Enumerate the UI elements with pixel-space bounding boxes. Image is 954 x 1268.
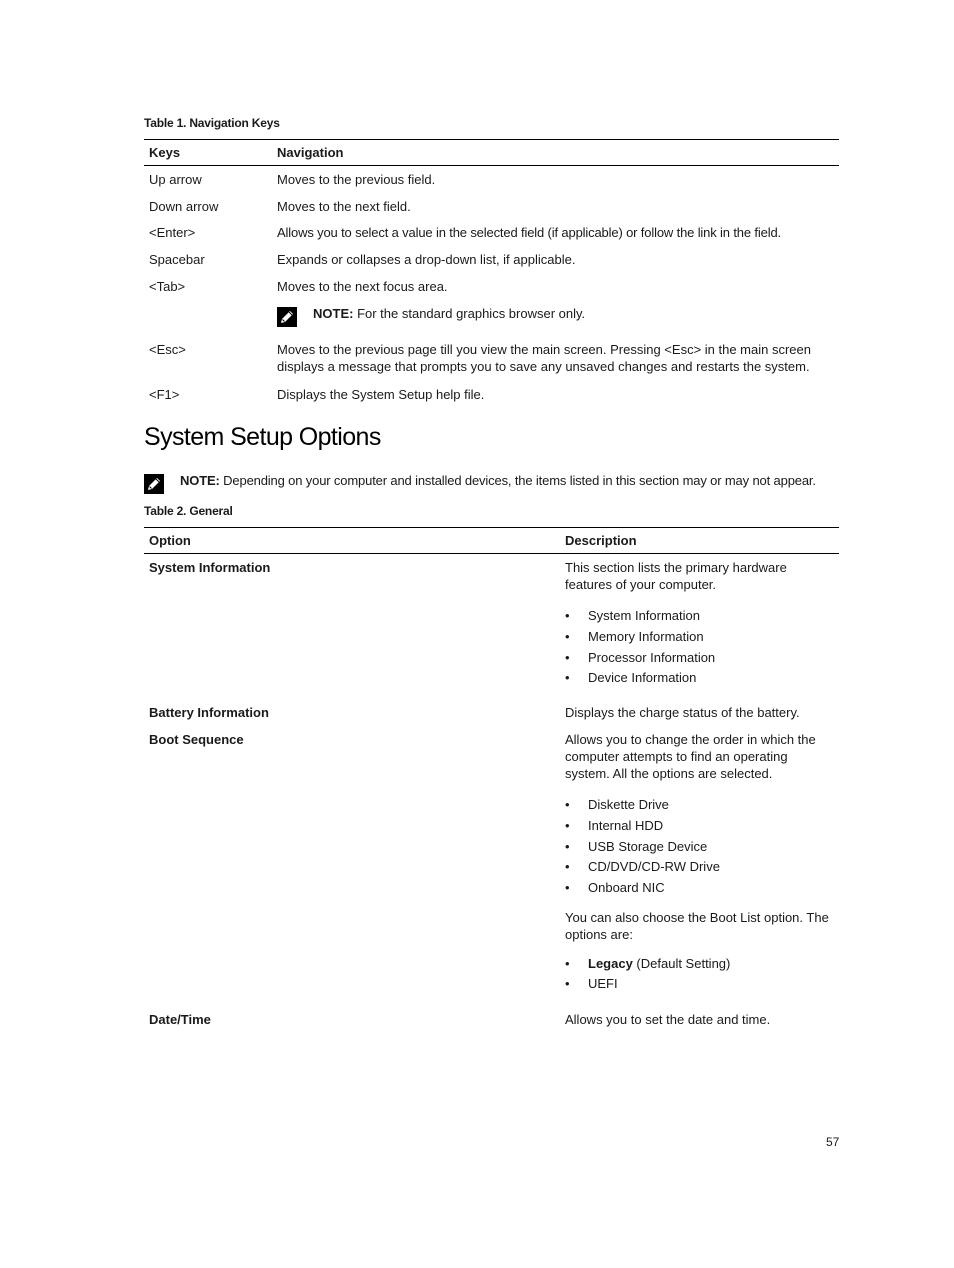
boot-option-legacy-note: (Default Setting)	[632, 956, 731, 971]
boot-option-uefi: UEFI	[588, 976, 618, 991]
option-system-information: System Information	[149, 560, 271, 575]
table1-key-cell: Down arrow	[149, 199, 219, 214]
table1-header-navigation: Navigation	[277, 145, 344, 160]
table2-header-option: Option	[149, 533, 191, 548]
table1-nav-cell: Moves to the next field.	[277, 199, 411, 214]
list-item: • System Information	[565, 607, 835, 628]
table1-nav-cell: Moves to the next focus area.	[277, 279, 448, 294]
list-item: • Diskette Drive	[565, 796, 835, 817]
table1-nav-cell: Expands or collapses a drop-down list, if applicable.	[277, 252, 576, 267]
option-boot-sequence: Boot Sequence	[149, 732, 244, 747]
table1-caption: Table 1. Navigation Keys	[144, 116, 280, 130]
boot-list-options	[565, 955, 835, 996]
tab-note-text	[313, 305, 585, 322]
list-item: • Internal HDD	[565, 817, 835, 838]
list-item: • Memory Information	[565, 628, 835, 649]
list-item: • Device Information	[565, 669, 835, 690]
table2-caption: Table 2. General	[144, 504, 233, 518]
boot-device-list	[565, 796, 835, 900]
table1-nav-cell: Allows you to select a value in the selected field (if applicable) or follow the link in the field.	[277, 225, 781, 240]
description-boot-sequence: Allows you to change the order in which the computer attempts to find an operating system. All the options are selected.	[565, 732, 816, 781]
option-date-time: Date/Time	[149, 1012, 211, 1027]
table2-top-rule	[144, 527, 839, 528]
list-item: • Onboard NIC	[565, 879, 835, 900]
list-item: • CD/DVD/CD-RW Drive	[565, 858, 835, 879]
table1-key-cell: <Esc>	[149, 342, 186, 357]
description-system-information: This section lists the primary hardware features of your computer.	[565, 560, 787, 592]
page-number: 57	[826, 1135, 840, 1149]
note-body: Depending on your computer and installed devices, the items listed in this section may or may not appear.	[219, 473, 816, 488]
table1-key-cell: <F1>	[149, 387, 180, 402]
table2-header-description: Description	[565, 533, 637, 548]
option-battery-information: Battery Information	[149, 705, 269, 720]
list-item	[565, 975, 835, 996]
table1-nav-cell: Moves to the previous field.	[277, 172, 436, 187]
boot-list-text: You can also choose the Boot List option. The options are:	[565, 910, 829, 942]
system-information-list	[565, 607, 835, 690]
note-label: NOTE:	[313, 306, 354, 321]
pencil-note-icon	[277, 307, 297, 327]
boot-option-legacy: Legacy	[588, 956, 633, 971]
table1-key-cell: Spacebar	[149, 252, 205, 267]
table1-header-keys: Keys	[149, 145, 181, 160]
table1-top-rule	[144, 139, 839, 140]
pencil-note-icon	[144, 474, 164, 494]
table1-key-cell: Up arrow	[149, 172, 202, 187]
table1-key-cell: <Tab>	[149, 279, 186, 294]
list-item: • USB Storage Device	[565, 838, 835, 859]
table1-nav-cell: Displays the System Setup help file.	[277, 387, 485, 402]
table1-nav-cell: Moves to the previous page till you view the main screen. Pressing <Esc> in the main screen displays a message that prompts you to save any unsaved changes and restarts the system.	[277, 342, 811, 374]
list-item: • Processor Information	[565, 649, 835, 670]
table1-header-rule	[144, 165, 839, 166]
section-note-text	[180, 472, 816, 489]
description-battery-information: Displays the charge status of the battery.	[565, 705, 800, 720]
list-item	[565, 955, 835, 975]
note-body: For the standard graphics browser only.	[353, 306, 586, 321]
table2-header-rule	[144, 553, 839, 554]
description-date-time: Allows you to set the date and time.	[565, 1012, 771, 1027]
table1-key-cell: <Enter>	[149, 225, 196, 240]
section-heading: System Setup Options	[144, 423, 381, 451]
note-label: NOTE:	[180, 473, 220, 488]
